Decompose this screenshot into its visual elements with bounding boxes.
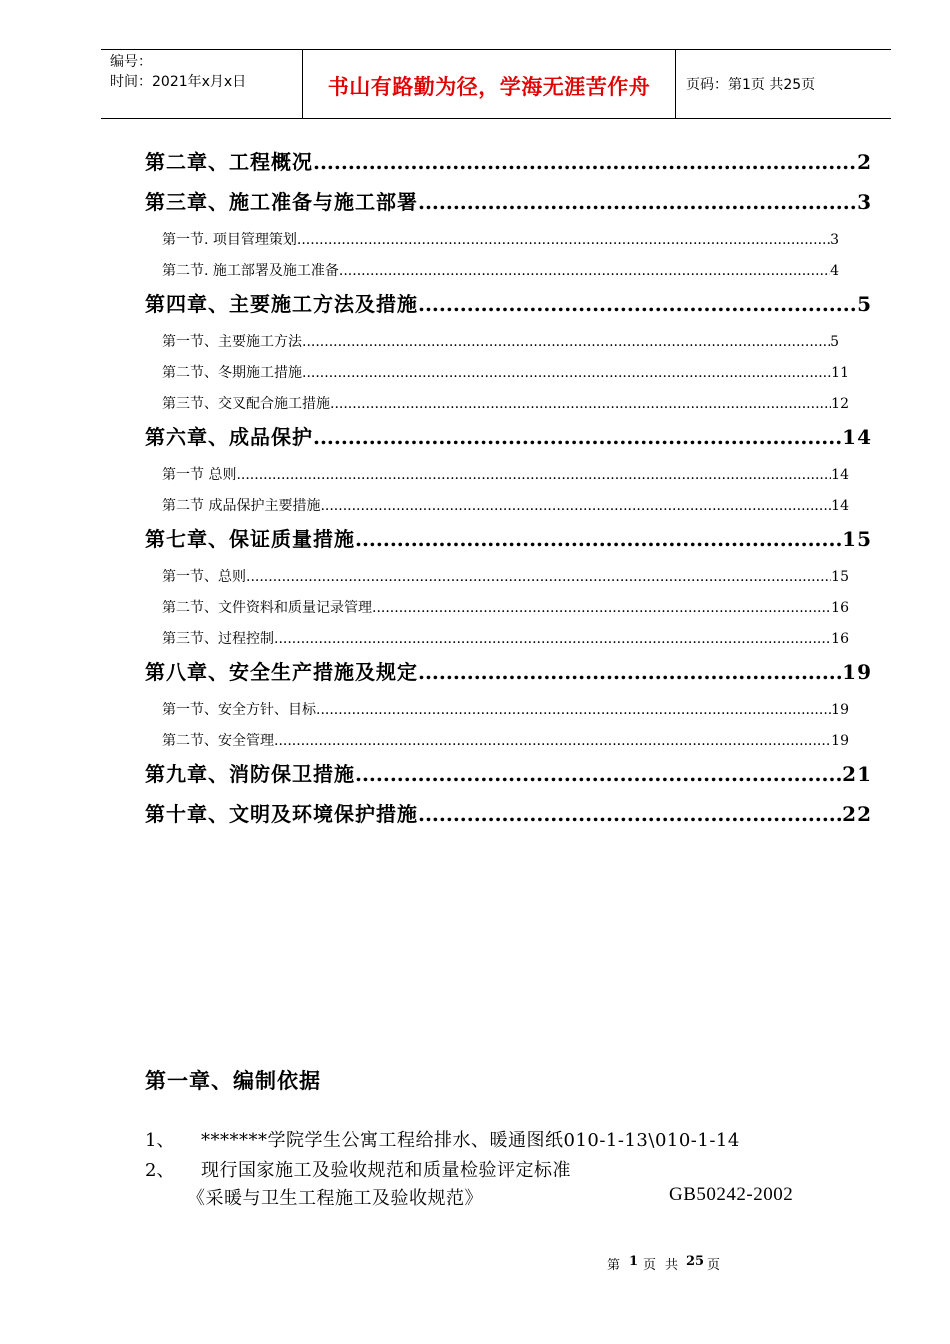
toc-entry-title: 第二节. 施工部署及施工准备: [162, 263, 339, 279]
toc-section-entry[interactable]: [162, 727, 849, 758]
toc-entry-title: 第二节、文件资料和质量记录管理: [162, 600, 372, 616]
toc-section-entry[interactable]: [162, 696, 849, 727]
table-of-contents: [145, 146, 872, 838]
toc-entry-title: 第九章、消防保卫措施: [145, 762, 355, 786]
standard-title: 《采暖与卫生工程施工及验收规范》: [187, 1188, 483, 1209]
item-number: 1、: [145, 1130, 175, 1151]
toc-entry-page: 15: [842, 527, 872, 551]
footer-gong: 共: [665, 1258, 679, 1273]
toc-section-entry[interactable]: [162, 461, 849, 492]
toc-section-entry[interactable]: [162, 625, 849, 656]
toc-dot-leader: [274, 625, 831, 653]
toc-chapter-entry[interactable]: [145, 798, 872, 838]
standard-code: GB50242-2002: [669, 1184, 794, 1205]
toc-entry-title: 第一节 总则: [162, 467, 237, 483]
footer-total: 25: [686, 1254, 705, 1269]
toc-dot-leader: [297, 226, 830, 254]
toc-chapter-entry[interactable]: [145, 656, 872, 696]
toc-dot-leader: [372, 594, 831, 622]
toc-dot-leader: [320, 492, 831, 520]
toc-section-entry[interactable]: [162, 257, 839, 288]
toc-dot-leader: [246, 563, 831, 591]
motto: 书山有路勤为径，学海无涯苦作舟: [327, 75, 651, 99]
toc-chapter-entry[interactable]: [145, 146, 872, 186]
toc-dot-leader: [313, 146, 857, 178]
toc-dot-leader: [302, 328, 830, 356]
toc-entry-title: 第二节、安全管理: [162, 733, 274, 749]
toc-entry-page: 19: [842, 660, 872, 684]
toc-entry-page: 19: [831, 733, 849, 749]
toc-entry-page: 11: [831, 365, 849, 381]
footer-di: 第: [607, 1258, 621, 1273]
toc-section-entry[interactable]: [162, 563, 849, 594]
toc-entry-page: 16: [831, 631, 849, 647]
toc-dot-leader: [418, 288, 857, 320]
toc-entry-page: 14: [831, 467, 849, 483]
toc-entry-page: 2: [857, 150, 872, 174]
toc-dot-leader: [316, 696, 831, 724]
toc-entry-title: 第一节、总则: [162, 569, 246, 585]
toc-section-entry[interactable]: [162, 492, 849, 523]
header-meta-cell: [101, 50, 303, 118]
toc-entry-page: 14: [842, 425, 872, 449]
number-label: 编号：: [110, 54, 152, 70]
toc-entry-page: 16: [831, 600, 849, 616]
toc-dot-leader: [339, 257, 830, 285]
toc-entry-page: 5: [830, 334, 839, 350]
toc-entry-title: 第三节、交叉配合施工措施: [162, 396, 330, 412]
toc-chapter-entry[interactable]: [145, 758, 872, 798]
toc-entry-page: 15: [831, 569, 849, 585]
toc-entry-page: 12: [831, 396, 849, 412]
toc-dot-leader: [418, 186, 857, 218]
list-item-text: 现行国家施工及验收规范和质量检验评定标准: [201, 1160, 571, 1181]
toc-entry-title: 第六章、成品保护: [145, 425, 313, 449]
toc-entry-page: 4: [830, 263, 839, 279]
toc-entry-title: 第一节、安全方针、目标: [162, 702, 316, 718]
toc-entry-title: 第二章、工程概况: [145, 150, 313, 174]
time-label: 时间：2021年x月x日: [110, 74, 247, 90]
toc-section-entry[interactable]: [162, 226, 839, 257]
toc-dot-leader: [313, 421, 842, 453]
toc-dot-leader: [302, 359, 831, 387]
toc-dot-leader: [236, 461, 831, 489]
toc-entry-title: 第七章、保证质量措施: [145, 527, 355, 551]
toc-chapter-entry[interactable]: [145, 288, 872, 328]
toc-chapter-entry[interactable]: [145, 523, 872, 563]
toc-dot-leader: [418, 798, 842, 830]
toc-section-entry[interactable]: [162, 594, 849, 625]
toc-entry-page: 5: [857, 292, 872, 316]
toc-entry-page: 3: [857, 190, 872, 214]
toc-entry-title: 第一节、主要施工方法: [162, 334, 302, 350]
footer-ye: 页: [643, 1258, 657, 1273]
toc-section-entry[interactable]: [162, 328, 839, 359]
toc-section-entry[interactable]: [162, 359, 849, 390]
header-page-cell: [676, 50, 891, 118]
toc-entry-page: 21: [842, 762, 872, 786]
toc-entry-title: 第一节. 项目管理策划: [162, 232, 297, 248]
toc-entry-page: 19: [831, 702, 849, 718]
toc-dot-leader: [355, 523, 842, 555]
chapter-title: 第一章、编制依据: [145, 1068, 321, 1093]
toc-entry-title: 第二节 成品保护主要措施: [162, 498, 321, 514]
toc-entry-title: 第四章、主要施工方法及措施: [145, 292, 418, 316]
toc-dot-leader: [330, 390, 831, 418]
toc-chapter-entry[interactable]: [145, 186, 872, 226]
toc-chapter-entry[interactable]: [145, 421, 872, 461]
footer-ye2: 页: [707, 1258, 721, 1273]
footer-page-number: 1: [629, 1254, 639, 1269]
page-label: 页码：第1页 共25页: [686, 77, 816, 93]
toc-entry-page: 14: [831, 498, 849, 514]
toc-entry-title: 第八章、安全生产措施及规定: [145, 660, 418, 684]
toc-dot-leader: [274, 727, 831, 755]
toc-entry-page: 22: [842, 802, 872, 826]
header-motto-cell: [303, 50, 676, 118]
toc-section-entry[interactable]: [162, 390, 849, 421]
page-header: [101, 49, 891, 119]
toc-dot-leader: [355, 758, 842, 790]
toc-dot-leader: [418, 656, 842, 688]
toc-entry-title: 第十章、文明及环境保护措施: [145, 802, 418, 826]
toc-entry-title: 第二节、冬期施工措施: [162, 365, 302, 381]
list-item-text: *******学院学生公寓工程给排水、暖通图纸010-1-13\010-1-14: [201, 1130, 740, 1151]
toc-entry-title: 第三节、过程控制: [162, 631, 274, 647]
toc-entry-page: 3: [830, 232, 839, 248]
item-number: 2、: [145, 1160, 175, 1181]
toc-entry-title: 第三章、施工准备与施工部署: [145, 190, 418, 214]
